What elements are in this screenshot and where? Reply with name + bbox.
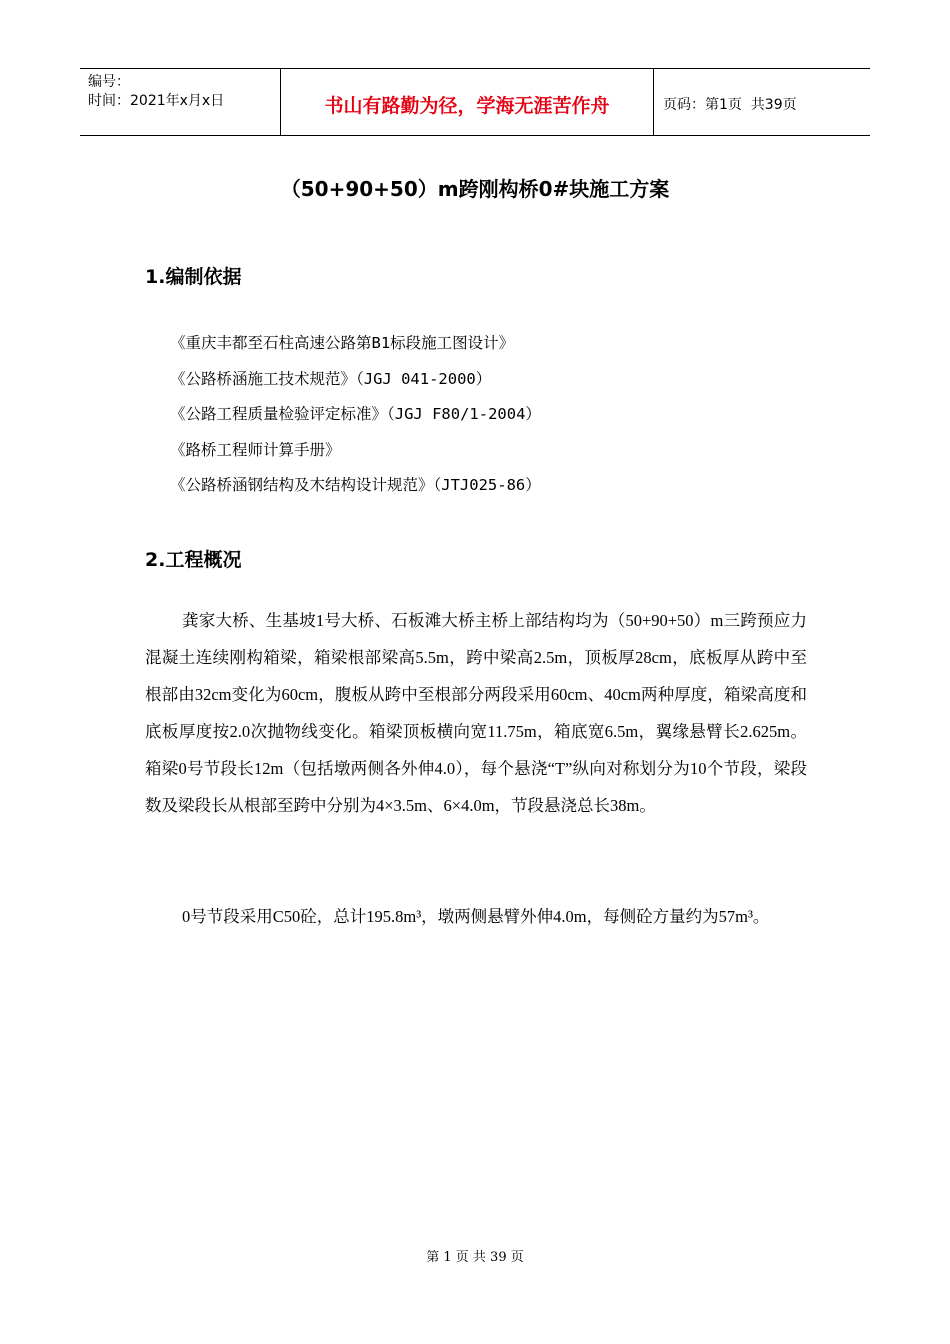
overview-paragraph: 龚家大桥、生基坡1号大桥、石板滩大桥主桥上部结构均为（50+90+50）m三跨预应力混凝土连续刚构箱梁，箱梁根部梁高5.5m，跨中梁高2.5m，顶板厚28cm，底板厚从跨中至根部由32cm变化为60cm，腹板从跨中至根部分两段采用60cm、40cm两种厚度，箱梁高度和底板厚度按2.0次抛物线变化。箱梁顶板横向宽11.75m，箱底宽6.5m，翼缘悬臂长2.625m。箱梁0号节段长12m（包括墩两侧各外伸4.0），每个悬浇“T”纵向对称划分为10个节段，梁段数及梁段长从根部至跨中分别为4×3.5m、6×4.0m，节段悬浇总长38m。 [145,611,807,815]
page-footer: 第 1 页 共 39 页 [426,1250,524,1265]
reference-item: 《公路桥涵施工技术规范》（JGJ 041-2000） [170,369,492,388]
document-time-label: 时间：2021年x月x日 [88,93,225,109]
reference-item: 《重庆丰都至石柱高速公路第B1标段施工图设计》 [170,334,515,352]
reference-item: 《公路工程质量检验评定标准》（JGJ F80/1-2004） [170,405,541,423]
section-heading-basis: 1.编制依据 [145,266,242,288]
document-number-label: 编号： [88,74,130,90]
header-meta-cell [80,69,281,135]
reference-item: 《路桥工程师计算手册》 [170,440,341,459]
reference-item: 《公路桥涵钢结构及木结构设计规范》（JTJ025-86） [170,476,541,494]
reference-list [170,326,541,504]
header-table [80,68,870,136]
header-page-info: 页码：第1页 共39页 [663,97,797,113]
header-motto: 书山有路勤为径，学海无涯苦作舟 [281,69,654,135]
section-heading-overview: 2.工程概况 [145,549,242,571]
concrete-paragraph: 0号节段采用C50砼，总计195.8m³，墩两侧悬臂外伸4.0m，每侧砼方量约为57m³。 [182,907,770,926]
document-title: （50+90+50）m跨刚构桥0#块施工方案 [280,177,670,201]
